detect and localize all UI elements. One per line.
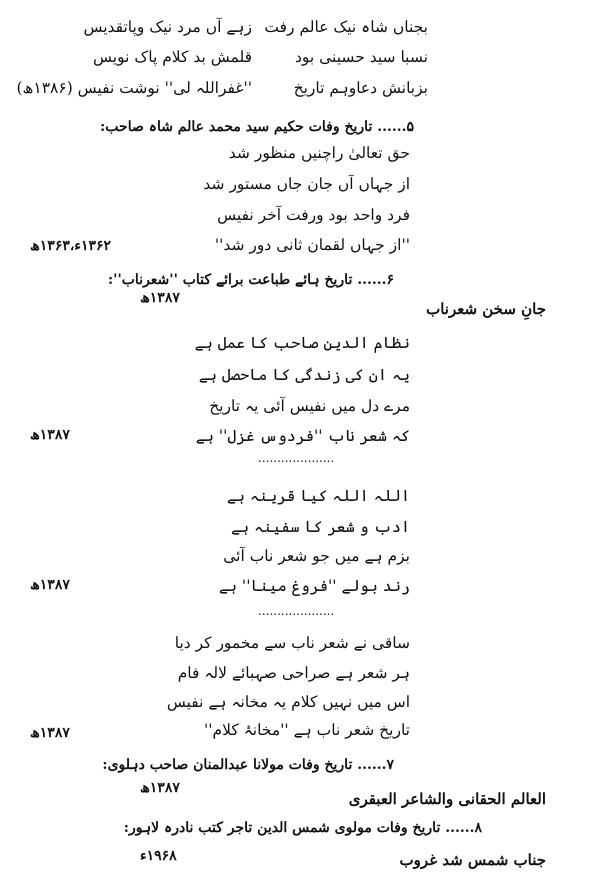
s5-year: ۱۳۶۲ء،۱۳۶۳ھ bbox=[30, 238, 112, 254]
intro-line1-left: زہے آں مرد نیک وپاتقدیس bbox=[83, 18, 252, 36]
intro-line3-right: بزبانش دعاوہم تاریخ bbox=[293, 79, 428, 97]
s5-verse-4: ''از جہاں لقمان ثانی دور شد'' bbox=[214, 236, 410, 254]
s6-block3-verse-3: اس میں نہیں کلام یہ مخانہ ہے نفیس bbox=[166, 693, 410, 711]
s6-block3-verse-2: ہر شعر ہے صراحی صہبائے لالہ فام bbox=[177, 664, 410, 682]
s6-block1-verse-3: مرے دل میں نفیس آئی یہ تاریخ bbox=[209, 397, 410, 415]
s7-year: ۱۳۸۷ھ bbox=[140, 780, 180, 796]
section-6-heading: ۶...... تاریخ ہائے طباعت برائے کتاب ''شعرناب'': bbox=[108, 272, 394, 288]
intro-line2-left: قلمش بد کلام پاک نویس bbox=[93, 48, 252, 66]
s5-verse-3: فرد واحد بود ورفت آخر نفیس bbox=[217, 206, 410, 224]
s6-block1-year: ۱۳۸۷ھ bbox=[30, 427, 70, 443]
s6-block2-verse-1: اللہ اللہ کیا قرینہ ہے bbox=[226, 487, 410, 505]
intro-line3-left: ''غفراللہ لی'' نوشت نفیس (۱۳۸۶ھ) bbox=[16, 79, 252, 97]
intro-line1-right: بجناں شاہ نیک عالم رفت bbox=[264, 18, 428, 36]
section-5-heading: ۵...... تاریخ وفات حکیم سید محمد عالم شاہ صاحب: bbox=[100, 119, 414, 135]
s6-block3-year: ۱۳۸۷ھ bbox=[30, 725, 70, 741]
s6-block2-verse-3: بزم ہے میں جو شعر ناب آئی bbox=[223, 547, 410, 565]
intro-line2-right: نسبا سید حسینی بود bbox=[294, 48, 428, 66]
section-8-heading: ۸...... تاریخ وفات مولوی شمس الدین تاجر کتب نادرہ لاہور: bbox=[123, 820, 482, 836]
s6-block2-verse-2: ادب و شعر کا سفینہ ہے bbox=[230, 518, 410, 536]
separator-dots-1: .................... bbox=[258, 451, 335, 465]
s7-line: العالم الحقانی والشاعر العبقری bbox=[348, 790, 546, 808]
s8-year: ۱۹۶۸ء bbox=[140, 848, 177, 864]
s8-line: جناب شمس شد غروب bbox=[399, 851, 546, 869]
s6-block3-verse-4: تاریخ شعر ناب ہے ''مخانۂ کلام'' bbox=[204, 721, 410, 739]
s6-block1-verse-4: کہ شعر ناب ''فردوس غزل'' ہے bbox=[195, 427, 410, 445]
s6-block3-verse-1: ساقی نے شعر ناب سے مخمور کر دیا bbox=[174, 634, 410, 652]
s6-block2-verse-4: رند بولے ''فروغ مینا'' ہے bbox=[218, 577, 410, 595]
s6-block1-verse-1: نظام الدین صاحب کا عمل ہے bbox=[194, 334, 410, 352]
s6-block2-year: ۱۳۸۷ھ bbox=[30, 577, 70, 593]
s5-verse-2: از جہاں آں جان جاں مستور شد bbox=[203, 175, 410, 193]
s5-verse-1: حق تعالیٰ راچنیں منظور شد bbox=[228, 144, 410, 162]
s6-title: جانِ سخن شعرناب bbox=[426, 300, 546, 318]
s6-block1-verse-2: یہ ان کی زندگی کا ماحصل ہے bbox=[198, 366, 410, 384]
separator-dots-2: .................... bbox=[258, 604, 335, 618]
section-7-heading: ۷...... تاریخ وفات مولانا عبدالمنان صاحب دہلوی: bbox=[102, 757, 394, 773]
s6-title-year: ۱۳۸۷ھ bbox=[140, 290, 180, 306]
